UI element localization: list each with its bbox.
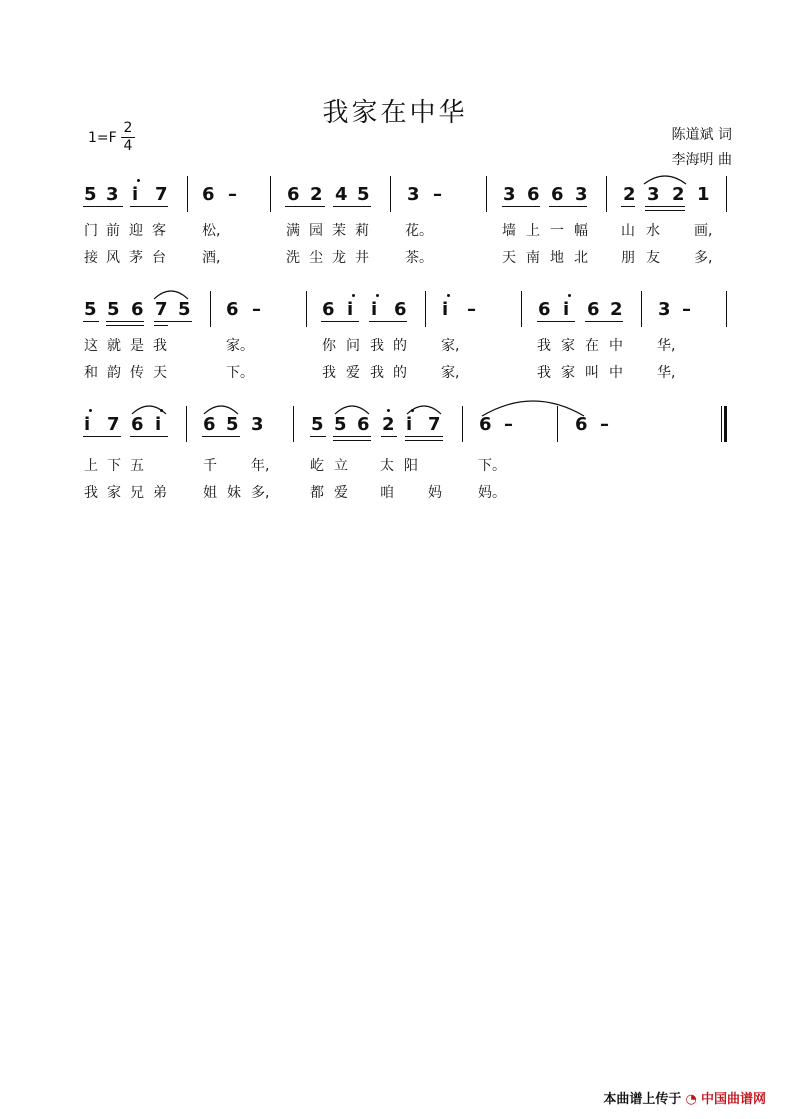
note: i <box>406 414 413 435</box>
bar-line <box>270 176 271 212</box>
lyric: 山 <box>621 223 635 239</box>
lyric: 上 <box>84 458 98 474</box>
beam <box>645 206 685 207</box>
note: 5 <box>178 299 191 320</box>
beam <box>83 206 123 207</box>
beam <box>381 436 397 437</box>
beam <box>310 436 326 437</box>
beam <box>405 440 443 441</box>
note: i <box>563 299 570 320</box>
note: 1 <box>697 184 710 205</box>
octave-dot <box>568 294 571 297</box>
notes-row <box>0 414 790 454</box>
tie-slur <box>200 400 242 416</box>
lyric: 下。 <box>226 365 254 381</box>
note: – <box>682 299 691 320</box>
note: 7 <box>428 414 441 435</box>
lyric: 我 <box>370 365 384 381</box>
lyric: 朋 <box>621 250 635 266</box>
note: 3 <box>503 184 516 205</box>
lyric: 多, <box>694 250 713 266</box>
lyric: 我 <box>84 485 98 501</box>
beam <box>585 321 623 322</box>
beam <box>154 325 168 326</box>
octave-dot <box>89 409 92 412</box>
footer-uploaded-text: 本曲谱上传于 <box>603 1092 682 1107</box>
lyric: 前 <box>106 223 120 239</box>
note: 7 <box>155 184 168 205</box>
time-signature-top: 2 <box>121 120 135 138</box>
lyric: 咱 <box>380 485 394 501</box>
octave-dot <box>352 294 355 297</box>
lyric: 传 <box>130 365 144 381</box>
note: 6 <box>202 184 215 205</box>
tie-slur <box>478 396 588 418</box>
lyric: 在 <box>585 338 599 354</box>
lyric: 爱 <box>346 365 360 381</box>
note: 6 <box>322 299 335 320</box>
note: 2 <box>623 184 636 205</box>
bar-line <box>462 406 463 442</box>
note: – <box>433 184 442 205</box>
lyric: 中 <box>609 365 623 381</box>
lyric: 妹 <box>227 485 241 501</box>
lyric: 墙 <box>502 223 516 239</box>
note: 6 <box>287 184 300 205</box>
lyric: 都 <box>310 485 324 501</box>
lyric: 茉 <box>332 223 346 239</box>
bar-line <box>521 291 522 327</box>
note: 4 <box>335 184 348 205</box>
bar-line <box>486 176 487 212</box>
beam <box>106 325 144 326</box>
note: 6 <box>203 414 216 435</box>
beam <box>83 321 99 322</box>
note: 5 <box>226 414 239 435</box>
note: 5 <box>357 184 370 205</box>
note: 6 <box>479 414 492 435</box>
lyric: 花。 <box>405 223 433 239</box>
lyric: 天 <box>153 365 167 381</box>
lyric: 叫 <box>585 365 599 381</box>
note: 6 <box>575 414 588 435</box>
lyric: 家。 <box>226 338 254 354</box>
lyric: 风 <box>106 250 120 266</box>
note: 7 <box>155 299 168 320</box>
lyric: 家 <box>107 485 121 501</box>
note: 3 <box>647 184 660 205</box>
octave-dot <box>447 294 450 297</box>
note: 3 <box>575 184 588 205</box>
lyric: 客 <box>152 223 166 239</box>
note: – <box>228 184 237 205</box>
octave-dot <box>137 179 140 182</box>
beam <box>321 321 359 322</box>
note: 6 <box>226 299 239 320</box>
note: i <box>132 184 139 205</box>
note: 3 <box>658 299 671 320</box>
note: 3 <box>407 184 420 205</box>
note: 6 <box>131 299 144 320</box>
lyric: 五 <box>130 458 144 474</box>
lyric: 水 <box>646 223 660 239</box>
note: 5 <box>84 184 97 205</box>
note: 5 <box>311 414 324 435</box>
lyric: 莉 <box>355 223 369 239</box>
composer-credit: 李海明 曲 <box>671 152 732 168</box>
beam <box>130 206 168 207</box>
lyric: 是 <box>130 338 144 354</box>
note: 6 <box>527 184 540 205</box>
tie-slur <box>640 170 690 186</box>
beam <box>549 206 587 207</box>
lyric: 家, <box>441 338 460 354</box>
note: 6 <box>357 414 370 435</box>
brand-logo-icon: ◔ <box>685 1092 697 1107</box>
lyric: 下 <box>107 458 121 474</box>
lyric: 中 <box>609 338 623 354</box>
lyric: 家 <box>561 365 575 381</box>
note: 6 <box>394 299 407 320</box>
note: 5 <box>107 299 120 320</box>
lyric: 妈。 <box>478 485 506 501</box>
lyric: 这 <box>84 338 98 354</box>
lyric: 姐 <box>203 485 217 501</box>
lyric: 门 <box>84 223 98 239</box>
lyric: 你 <box>322 338 336 354</box>
final-bar-line <box>724 406 727 442</box>
lyric: 的 <box>393 365 407 381</box>
lyric: 妈 <box>428 485 442 501</box>
beam <box>106 321 144 322</box>
tie-slur <box>150 285 192 301</box>
lyric: 满 <box>286 223 300 239</box>
beam <box>202 436 240 437</box>
lyric: 屹 <box>310 458 324 474</box>
lyric: 阳 <box>404 458 418 474</box>
bar-line <box>641 291 642 327</box>
footer-watermark <box>603 1088 766 1107</box>
lyric: 家, <box>441 365 460 381</box>
lyric: 友 <box>646 250 660 266</box>
beam <box>154 321 192 322</box>
bar-line <box>186 406 187 442</box>
song-title: 我家在中华 <box>322 98 468 128</box>
note: i <box>155 414 162 435</box>
beam <box>333 206 371 207</box>
lyric: 我 <box>370 338 384 354</box>
tie-slur <box>331 400 373 416</box>
beam <box>333 440 371 441</box>
lyric: 我 <box>322 365 336 381</box>
lyric: 年, <box>251 458 270 474</box>
bar-line <box>726 176 727 212</box>
note: 2 <box>382 414 395 435</box>
lyric: 的 <box>393 338 407 354</box>
lyric: 园 <box>309 223 323 239</box>
lyric: 我 <box>537 338 551 354</box>
lyric: 地 <box>550 250 564 266</box>
bar-line <box>210 291 211 327</box>
note: – <box>252 299 261 320</box>
note: 3 <box>251 414 264 435</box>
note: 6 <box>551 184 564 205</box>
lyricist-credit: 陈道斌 词 <box>671 127 732 143</box>
lyric: 家 <box>561 338 575 354</box>
beam <box>285 206 325 207</box>
key-signature: 1=F <box>88 130 117 146</box>
lyric: 和 <box>84 365 98 381</box>
octave-dot <box>376 294 379 297</box>
bar-line <box>390 176 391 212</box>
note: 2 <box>672 184 685 205</box>
notes-row <box>0 184 790 224</box>
beam <box>369 321 407 322</box>
bar-line <box>293 406 294 442</box>
lyric: 迎 <box>129 223 143 239</box>
lyric: 尘 <box>309 250 323 266</box>
bar-line <box>606 176 607 212</box>
lyric: 立 <box>334 458 348 474</box>
lyric: 北 <box>574 250 588 266</box>
tie-slur <box>403 400 445 416</box>
lyric: 千 <box>203 458 217 474</box>
bar-line <box>425 291 426 327</box>
lyric: 茅 <box>129 250 143 266</box>
note: i <box>84 414 91 435</box>
note: – <box>467 299 476 320</box>
note: i <box>442 299 449 320</box>
lyric: 天 <box>502 250 516 266</box>
note: 2 <box>610 299 623 320</box>
footer-brand[interactable]: 中国曲谱网 <box>700 1092 766 1107</box>
lyric: 画, <box>694 223 713 239</box>
lyric: 洗 <box>286 250 300 266</box>
final-bar-line <box>721 406 722 442</box>
beam <box>621 206 635 207</box>
lyric: 太 <box>380 458 394 474</box>
note: 5 <box>334 414 347 435</box>
beam <box>502 206 540 207</box>
octave-dot <box>387 409 390 412</box>
lyric: 井 <box>355 250 369 266</box>
lyric: 南 <box>526 250 540 266</box>
lyric: 下。 <box>478 458 506 474</box>
beam <box>130 436 168 437</box>
notes-row <box>0 299 790 339</box>
note: 2 <box>310 184 323 205</box>
note: 6 <box>538 299 551 320</box>
lyric: 弟 <box>153 485 167 501</box>
lyric: 韵 <box>107 365 121 381</box>
bar-line <box>726 291 727 327</box>
lyric: 问 <box>346 338 360 354</box>
lyric: 酒, <box>202 250 221 266</box>
note: i <box>371 299 378 320</box>
lyric: 就 <box>107 338 121 354</box>
time-signature <box>121 120 135 155</box>
lyric: 多, <box>251 485 270 501</box>
lyric: 华, <box>657 365 676 381</box>
beam <box>83 436 121 437</box>
lyric: 我 <box>153 338 167 354</box>
beam <box>645 210 685 211</box>
lyric: 幅 <box>574 223 588 239</box>
bar-line <box>187 176 188 212</box>
tie-slur <box>128 400 170 416</box>
lyric: 我 <box>537 365 551 381</box>
lyric: 接 <box>84 250 98 266</box>
lyric: 华, <box>657 338 676 354</box>
note: 5 <box>84 299 97 320</box>
note: 6 <box>131 414 144 435</box>
lyric: 兄 <box>130 485 144 501</box>
lyric: 一 <box>550 223 564 239</box>
lyric: 松, <box>202 223 221 239</box>
note: – <box>504 414 513 435</box>
note: i <box>347 299 354 320</box>
time-signature-bottom: 4 <box>123 138 133 154</box>
lyric: 爱 <box>334 485 348 501</box>
lyric: 台 <box>152 250 166 266</box>
lyric: 茶。 <box>405 250 433 266</box>
note: – <box>600 414 609 435</box>
beam <box>537 321 575 322</box>
lyric: 龙 <box>332 250 346 266</box>
note: 6 <box>587 299 600 320</box>
lyric: 上 <box>526 223 540 239</box>
bar-line <box>306 291 307 327</box>
beam <box>333 436 371 437</box>
beam <box>405 436 443 437</box>
note: 7 <box>107 414 120 435</box>
note: 3 <box>106 184 119 205</box>
